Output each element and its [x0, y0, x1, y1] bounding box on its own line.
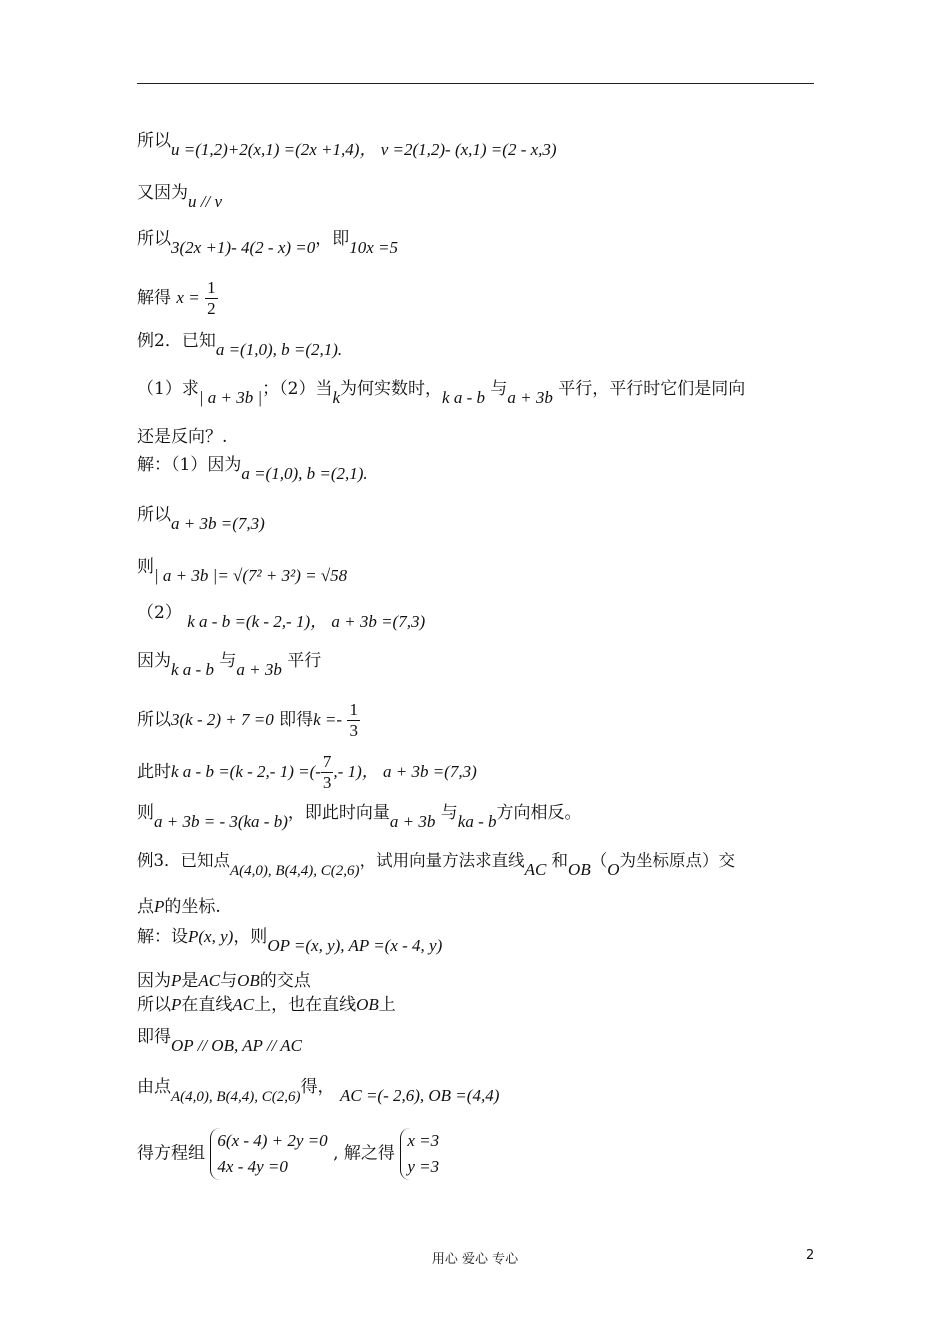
solution-system: x =3 y =3: [400, 1128, 439, 1180]
header-rule: [137, 83, 814, 84]
line-10: 则| a + 3b |= √(7² + 3²) = √58: [137, 557, 348, 585]
line-23: 得方程组 6(x - 4) + 2y =0 4x - 4y =0 , 解之得 x =3 y =3: [137, 1128, 439, 1180]
line-15: 则a + 3b = - 3(ka - b)，即此时向量a + 3b 与ka - b方向相反。: [137, 803, 582, 831]
fraction: $\frac{7}{3}$: [322, 752, 332, 792]
line-17: 点P的坐标.: [137, 897, 221, 917]
line-6: （1）求| a + 3b |；（2）当k为何实数时，k a - b 与a + 3b 平行，平行时它们是同向: [137, 379, 746, 407]
line-3: 所以3(2x +1)- 4(2 - x) =0，即10x =5: [137, 229, 399, 257]
line-14: 此时k a - b =(k - 2,- 1) =(- $\frac{7}{3}$ ,- 1)， a + 3b =(7,3): [137, 752, 477, 792]
line-5: 例2．已知a =(1,0), b =(2,1).: [137, 331, 343, 359]
equation-system: 6(x - 4) + 2y =0 4x - 4y =0: [210, 1128, 327, 1180]
line-21: 即得OP // OB, AP // AC: [137, 1027, 302, 1055]
line-19: 因为P是AC与OB的交点: [137, 971, 311, 991]
line-8: 解：（1）因为a =(1,0), b =(2,1).: [137, 455, 368, 483]
line-12: 因为k a - b 与a + 3b 平行: [137, 651, 322, 679]
line-7: 还是反向？.: [137, 427, 228, 447]
line-4: 解得 x = $\frac{1}{2}$: [137, 278, 216, 318]
line-13: 所以3(k - 2) + 7 =0 即得k =- $\frac{1}{3}$: [137, 700, 358, 740]
line-9: 所以a + 3b =(7,3): [137, 505, 265, 533]
footer-text: 用心 爱心 专心: [431, 1252, 519, 1267]
line-20: 所以P在直线AC上，也在直线OB上: [137, 995, 396, 1015]
fraction: $\frac{1}{3}$: [349, 700, 358, 740]
line-11: （2） k a - b =(k - 2,- 1)， a + 3b =(7,3): [137, 603, 426, 631]
fraction: $\frac{1}{2}$: [207, 278, 216, 318]
line-18: 解：设P(x, y)，则OP =(x, y), AP =(x - 4, y): [137, 927, 443, 955]
line-16: 例3．已知点A(4,0), B(4,4), C(2,6)，试用向量方法求直线AC 和OB（O为坐标原点）交: [137, 851, 735, 879]
line-22: 由点A(4,0), B(4,4), C(2,6)得， AC =(- 2,6), OB =(4,4): [137, 1077, 500, 1105]
line-1: 所以u =(1,2)+2(x,1) =(2x +1,4)， v =2(1,2)- (x,1) =(2 - x,3): [137, 131, 557, 159]
line-2: 又因为u // v: [137, 183, 222, 211]
page-number: 2: [806, 1248, 815, 1263]
